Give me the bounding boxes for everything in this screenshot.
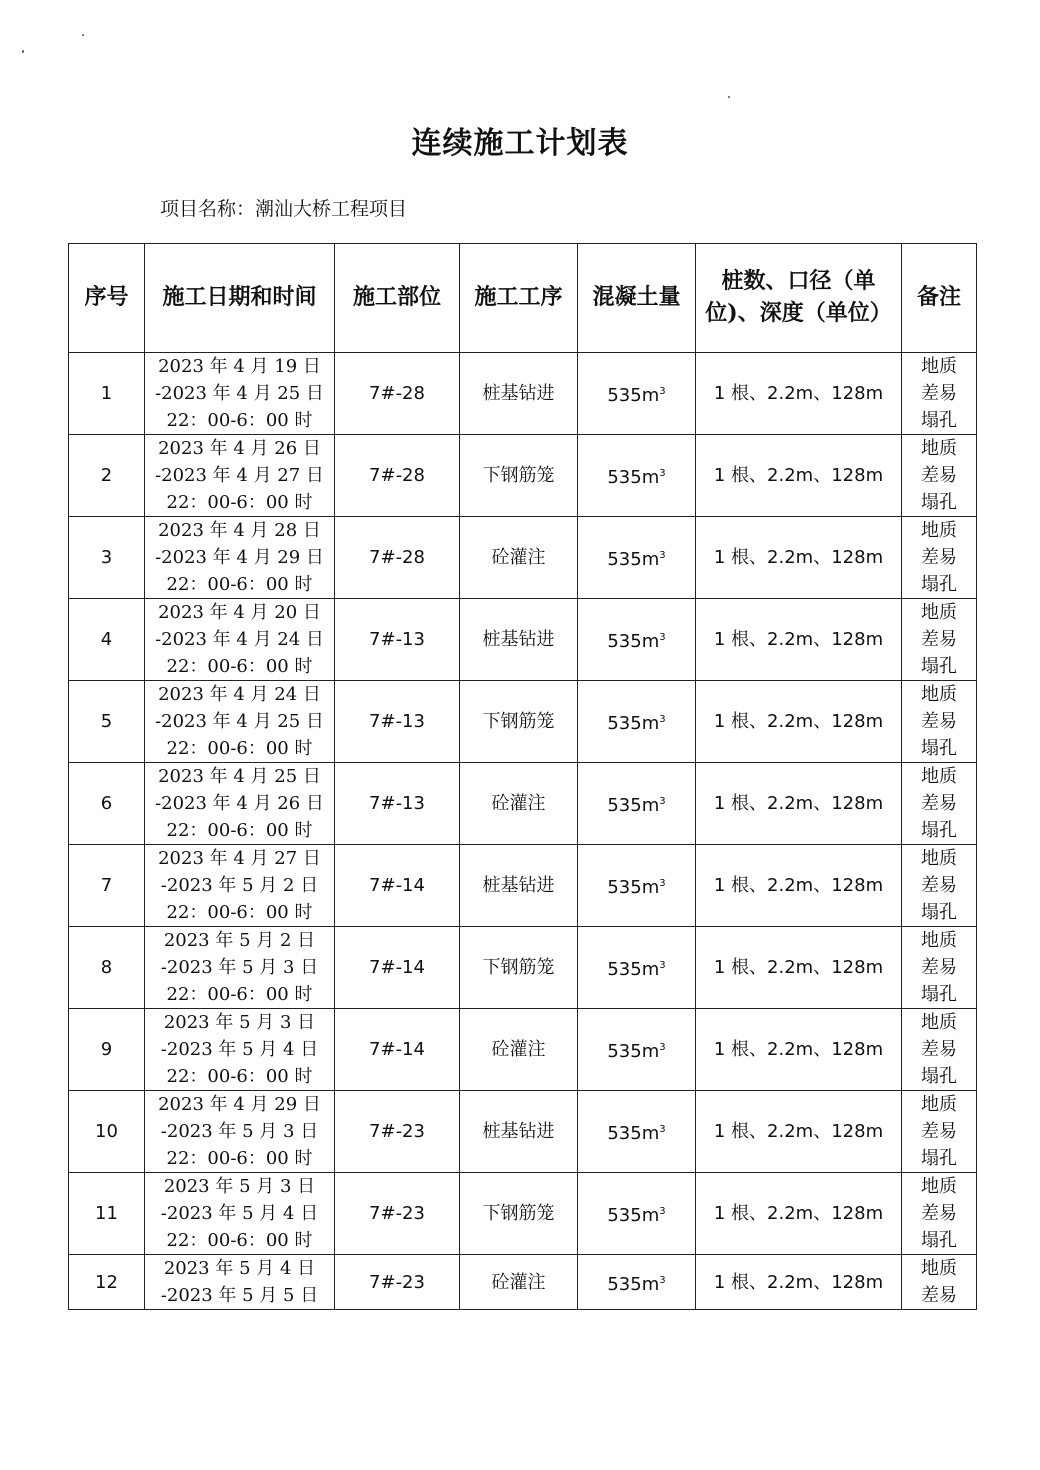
scan-speck [728, 96, 730, 98]
remark-line: 差易 [921, 957, 957, 978]
remark-line: 地质 [921, 1258, 957, 1279]
cell-pile: 1 根、2.2m、128m [696, 1173, 902, 1255]
cell-process: 下钢筋笼 [460, 927, 578, 1009]
cell-seq: 12 [69, 1255, 145, 1310]
cell-seq: 11 [69, 1173, 145, 1255]
header-remark: 备注 [902, 244, 977, 353]
cell-seq: 9 [69, 1009, 145, 1091]
cell-pile: 1 根、2.2m、128m [696, 1255, 902, 1310]
cell-concrete [578, 681, 696, 763]
cell-pile: 1 根、2.2m、128m [696, 353, 902, 435]
header-pile [696, 244, 902, 353]
cell-seq: 1 [69, 353, 145, 435]
cell-concrete [578, 1009, 696, 1091]
cell-part: 7#-14 [335, 927, 460, 1009]
cell-remark [902, 599, 977, 681]
remark-line: 塌孔 [921, 656, 957, 677]
concrete-value: 535m [607, 631, 660, 652]
concrete-value: 535m [607, 795, 660, 816]
cell-datetime [145, 517, 335, 599]
unit-exponent: 3 [659, 550, 666, 561]
remark-line: 差易 [921, 1121, 957, 1142]
date-end: -2023 年 5 月 4 日 [160, 1039, 319, 1060]
cell-seq: 10 [69, 1091, 145, 1173]
date-start: 2023 年 5 月 3 日 [163, 1176, 316, 1197]
date-hours: 22：00-6：00 时 [166, 410, 313, 431]
header-seq: 序号 [69, 244, 145, 353]
remark-line: 塌孔 [921, 492, 957, 513]
remark-line: 差易 [921, 547, 957, 568]
table-row [69, 1009, 977, 1091]
cell-concrete [578, 763, 696, 845]
cell-part: 7#-23 [335, 1255, 460, 1310]
cell-datetime [145, 599, 335, 681]
remark-line: 塌孔 [921, 410, 957, 431]
unit-exponent: 3 [659, 632, 666, 643]
table-row [69, 1255, 977, 1310]
remark-line: 地质 [921, 1176, 957, 1197]
remark-line: 差易 [921, 629, 957, 650]
construction-plan-table [68, 243, 977, 1310]
header-process: 施工工序 [460, 244, 578, 353]
cell-pile: 1 根、2.2m、128m [696, 1091, 902, 1173]
remark-line: 差易 [921, 875, 957, 896]
cell-part: 7#-13 [335, 599, 460, 681]
date-hours: 22：00-6：00 时 [166, 820, 313, 841]
table-row [69, 1173, 977, 1255]
cell-seq: 6 [69, 763, 145, 845]
header-pile-line2: 位)、深度（单位） [705, 300, 892, 326]
unit-exponent: 3 [659, 878, 666, 889]
cell-pile: 1 根、2.2m、128m [696, 763, 902, 845]
date-hours: 22：00-6：00 时 [166, 738, 313, 759]
cell-process: 砼灌注 [460, 763, 578, 845]
cell-process: 砼灌注 [460, 1255, 578, 1310]
cell-seq: 7 [69, 845, 145, 927]
date-start: 2023 年 5 月 2 日 [163, 930, 316, 951]
date-end: -2023 年 5 月 5 日 [160, 1285, 319, 1306]
header-datetime: 施工日期和时间 [145, 244, 335, 353]
date-end: -2023 年 4 月 25 日 [155, 711, 324, 732]
cell-remark [902, 763, 977, 845]
date-start: 2023 年 4 月 20 日 [158, 602, 321, 623]
remark-line: 差易 [921, 711, 957, 732]
date-end: -2023 年 4 月 25 日 [155, 383, 324, 404]
cell-part: 7#-23 [335, 1091, 460, 1173]
date-end: -2023 年 5 月 2 日 [160, 875, 319, 896]
unit-exponent: 3 [659, 960, 666, 971]
cell-process: 桩基钻进 [460, 599, 578, 681]
concrete-value: 535m [607, 959, 660, 980]
remark-line: 塌孔 [921, 1148, 957, 1169]
remark-line: 差易 [921, 1039, 957, 1060]
concrete-value: 535m [607, 467, 660, 488]
cell-remark [902, 1255, 977, 1310]
cell-part: 7#-28 [335, 517, 460, 599]
cell-process: 下钢筋笼 [460, 681, 578, 763]
unit-exponent: 3 [659, 1206, 666, 1217]
cell-seq: 2 [69, 435, 145, 517]
page-title: 连续施工计划表 [411, 126, 629, 161]
table-row [69, 599, 977, 681]
remark-line: 差易 [921, 793, 957, 814]
remark-line: 地质 [921, 1094, 957, 1115]
cell-concrete [578, 1255, 696, 1310]
concrete-value: 535m [607, 713, 660, 734]
cell-remark [902, 681, 977, 763]
date-start: 2023 年 4 月 19 日 [158, 356, 321, 377]
remark-line: 塌孔 [921, 574, 957, 595]
cell-concrete [578, 927, 696, 1009]
cell-pile: 1 根、2.2m、128m [696, 435, 902, 517]
remark-line: 塌孔 [921, 820, 957, 841]
header-part: 施工部位 [335, 244, 460, 353]
unit-exponent: 3 [659, 1042, 666, 1053]
cell-datetime [145, 1255, 335, 1310]
date-end: -2023 年 4 月 29 日 [155, 547, 324, 568]
date-end: -2023 年 5 月 3 日 [160, 957, 319, 978]
date-hours: 22：00-6：00 时 [166, 574, 313, 595]
cell-part: 7#-28 [335, 353, 460, 435]
date-start: 2023 年 4 月 29 日 [158, 1094, 321, 1115]
cell-part: 7#-14 [335, 845, 460, 927]
date-end: -2023 年 4 月 24 日 [155, 629, 324, 650]
table-row [69, 1091, 977, 1173]
date-hours: 22：00-6：00 时 [166, 492, 313, 513]
date-hours: 22：00-6：00 时 [166, 902, 313, 923]
cell-pile: 1 根、2.2m、128m [696, 1009, 902, 1091]
cell-process: 桩基钻进 [460, 845, 578, 927]
remark-line: 塌孔 [921, 738, 957, 759]
remark-line: 地质 [921, 766, 957, 787]
cell-remark [902, 353, 977, 435]
date-start: 2023 年 4 月 26 日 [158, 438, 321, 459]
date-start: 2023 年 5 月 3 日 [163, 1012, 316, 1033]
table-row [69, 927, 977, 1009]
cell-seq: 4 [69, 599, 145, 681]
cell-concrete [578, 599, 696, 681]
date-start: 2023 年 4 月 24 日 [158, 684, 321, 705]
concrete-value: 535m [607, 1041, 660, 1062]
unit-exponent: 3 [659, 714, 666, 725]
cell-datetime [145, 845, 335, 927]
remark-line: 塌孔 [921, 1230, 957, 1251]
header-pile-line1: 桩数、口径（单 [721, 268, 876, 295]
cell-remark [902, 1009, 977, 1091]
scan-speck [82, 34, 84, 36]
cell-seq: 5 [69, 681, 145, 763]
header-concrete: 混凝土量 [578, 244, 696, 353]
remark-line: 地质 [921, 602, 957, 623]
date-hours: 22：00-6：00 时 [166, 984, 313, 1005]
date-start: 2023 年 5 月 4 日 [163, 1258, 316, 1279]
date-end: -2023 年 4 月 27 日 [155, 465, 324, 486]
cell-process: 砼灌注 [460, 517, 578, 599]
cell-concrete [578, 845, 696, 927]
concrete-value: 535m [607, 1273, 660, 1295]
cell-process: 桩基钻进 [460, 1091, 578, 1173]
date-hours: 22：00-6：00 时 [166, 656, 313, 677]
cell-pile: 1 根、2.2m、128m [696, 517, 902, 599]
concrete-value: 535m [607, 385, 660, 406]
remark-line: 塌孔 [921, 902, 957, 923]
cell-part: 7#-13 [335, 681, 460, 763]
cell-seq: 3 [69, 517, 145, 599]
table-row [69, 763, 977, 845]
cell-datetime [145, 1009, 335, 1091]
remark-line: 差易 [921, 383, 957, 404]
cell-seq: 8 [69, 927, 145, 1009]
cell-process: 下钢筋笼 [460, 1173, 578, 1255]
cell-process: 砼灌注 [460, 1009, 578, 1091]
date-start: 2023 年 4 月 27 日 [158, 848, 321, 869]
cell-concrete [578, 435, 696, 517]
header-row [69, 244, 977, 353]
cell-process: 下钢筋笼 [460, 435, 578, 517]
cell-remark [902, 845, 977, 927]
concrete-value: 535m [607, 1123, 660, 1144]
remark-line: 地质 [921, 520, 957, 541]
remark-line: 塌孔 [921, 984, 957, 1005]
date-end: -2023 年 4 月 26 日 [155, 793, 324, 814]
cell-concrete [578, 1173, 696, 1255]
table-row [69, 845, 977, 927]
cell-part: 7#-14 [335, 1009, 460, 1091]
cell-datetime [145, 1091, 335, 1173]
date-hours: 22：00-6：00 时 [166, 1066, 313, 1087]
remark-line: 地质 [921, 684, 957, 705]
remark-line: 地质 [921, 1012, 957, 1033]
table-row [69, 681, 977, 763]
cell-pile: 1 根、2.2m、128m [696, 845, 902, 927]
cell-part: 7#-23 [335, 1173, 460, 1255]
cell-datetime [145, 681, 335, 763]
remark-line: 地质 [921, 438, 957, 459]
date-start: 2023 年 4 月 25 日 [158, 766, 321, 787]
cell-datetime [145, 353, 335, 435]
date-end: -2023 年 5 月 3 日 [160, 1121, 319, 1142]
cell-datetime [145, 763, 335, 845]
cell-concrete [578, 353, 696, 435]
remark-line: 差易 [921, 465, 957, 486]
cell-remark [902, 435, 977, 517]
date-start: 2023 年 4 月 28 日 [158, 520, 321, 541]
cell-part: 7#-28 [335, 435, 460, 517]
scan-speck [22, 50, 24, 53]
cell-datetime [145, 1173, 335, 1255]
unit-exponent: 3 [659, 468, 666, 479]
cell-datetime [145, 435, 335, 517]
date-end: -2023 年 5 月 4 日 [160, 1203, 319, 1224]
table-row [69, 517, 977, 599]
cell-remark [902, 1091, 977, 1173]
remark-line: 地质 [921, 356, 957, 377]
cell-pile: 1 根、2.2m、128m [696, 681, 902, 763]
unit-exponent: 3 [659, 1124, 666, 1135]
concrete-value: 535m [607, 877, 660, 898]
cell-concrete [578, 1091, 696, 1173]
cell-remark [902, 927, 977, 1009]
table-row [69, 353, 977, 435]
remark-line: 地质 [921, 930, 957, 951]
concrete-value: 535m [607, 549, 660, 570]
cell-concrete [578, 517, 696, 599]
concrete-value: 535m [607, 1205, 660, 1226]
remark-line: 地质 [921, 848, 957, 869]
cell-remark [902, 1173, 977, 1255]
remark-line: 塌孔 [921, 1066, 957, 1087]
cell-remark [902, 517, 977, 599]
project-name: 项目名称：潮汕大桥工程项目 [160, 198, 408, 220]
unit-exponent: 3 [659, 1274, 666, 1286]
remark-line: 差易 [921, 1285, 957, 1306]
cell-part: 7#-13 [335, 763, 460, 845]
cell-pile: 1 根、2.2m、128m [696, 927, 902, 1009]
unit-exponent: 3 [659, 796, 666, 807]
cell-datetime [145, 927, 335, 1009]
remark-line: 差易 [921, 1203, 957, 1224]
cell-pile: 1 根、2.2m、128m [696, 599, 902, 681]
unit-exponent: 3 [659, 386, 666, 397]
cell-process: 桩基钻进 [460, 353, 578, 435]
date-hours: 22：00-6：00 时 [166, 1148, 313, 1169]
table-row [69, 435, 977, 517]
date-hours: 22：00-6：00 时 [166, 1230, 313, 1251]
